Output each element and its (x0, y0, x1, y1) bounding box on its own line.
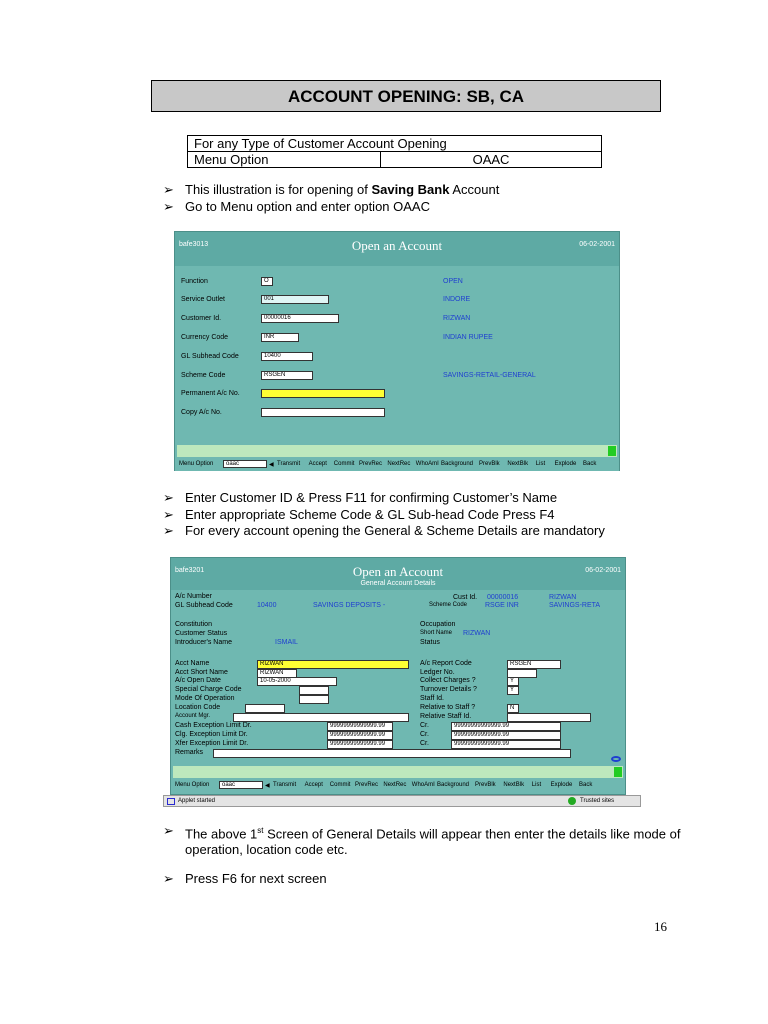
field-label: Ledger No. (420, 669, 455, 676)
menu-item[interactable]: Explode (554, 461, 577, 467)
menu-option-input[interactable]: oaac (223, 460, 267, 468)
left-arrow-icon: ◀ (265, 783, 270, 789)
screen-header (175, 232, 619, 266)
limit-label: Cash Exception Limit Dr. (175, 722, 252, 729)
scroll-icon[interactable] (611, 756, 621, 762)
field-input[interactable]: RIZWAN (257, 669, 297, 678)
menu-item[interactable]: PrevBlk (475, 782, 496, 788)
introducer-value: ISMAIL (275, 639, 298, 646)
menu-bar (171, 779, 625, 792)
menu-item[interactable]: NextRec (383, 782, 407, 788)
menu-option-input[interactable]: oaac (219, 781, 263, 789)
field-input[interactable]: RSGEN (261, 371, 313, 380)
customer-name: RIZWAN (549, 594, 577, 601)
browser-status-bar (163, 795, 641, 807)
field-description: INDORE (443, 296, 471, 303)
limit-dr-input[interactable]: 99999999999999.99 (327, 722, 393, 731)
form-id: bafe3013 (179, 241, 209, 248)
page-icon (167, 798, 175, 805)
menu-item[interactable]: NextRec (387, 461, 411, 467)
bullet-item: ➢ Enter appropriate Scheme Code & GL Sub-head Code Press F4 (163, 507, 555, 522)
field-input[interactable]: N (507, 704, 519, 713)
field-label: Account Mgr. (175, 713, 211, 719)
field-description: OPEN (443, 278, 463, 285)
field-label: Relative Staff Id. (420, 713, 472, 720)
field-label: Collect Charges ? (420, 677, 476, 684)
field-input[interactable] (299, 695, 329, 704)
limit-cr-input[interactable]: 99999999999999.99 (451, 731, 561, 740)
cr-label: Cr. (420, 740, 429, 747)
limit-label: Clg. Exception Limit Dr. (175, 731, 248, 738)
field-label: Customer Id. (181, 315, 222, 322)
menu-item[interactable]: Transmit (277, 461, 301, 467)
arrow-bullet-icon: ➢ (163, 523, 174, 538)
menu-item[interactable]: List (531, 782, 542, 788)
bullet-item: ➢ The above 1st Screen of General Details will appear then enter the details like mode of operation, location code etc. (163, 823, 681, 858)
cust-id-label: Cust Id. (453, 594, 478, 601)
field-input[interactable]: Y (507, 677, 519, 686)
cr-label: Cr. (420, 722, 429, 729)
arrow-bullet-icon: ➢ (163, 199, 174, 214)
status-label: Status (420, 639, 440, 646)
status-bar (177, 445, 617, 457)
field-label: GL Subhead Code (181, 353, 239, 360)
cr-label: Cr. (420, 731, 429, 738)
field-input[interactable]: 00000016 (261, 314, 339, 323)
menu-item[interactable]: Back (583, 461, 597, 467)
left-arrow-icon: ◀ (269, 462, 274, 468)
gl-subhead-value: 10400 (257, 602, 277, 609)
field-label: Scheme Code (181, 372, 226, 379)
field-label: Relative to Staff ? (420, 704, 476, 711)
field-label: Location Code (175, 704, 221, 711)
arrow-bullet-icon: ➢ (163, 871, 174, 886)
constitution-label: Constitution (175, 621, 212, 628)
screen-title: Open an Account (352, 564, 444, 579)
bullet-item: ➢ Press F6 for next screen (163, 871, 327, 886)
menu-item[interactable]: Background (441, 461, 474, 467)
menu-option-label: Menu Option (175, 782, 210, 788)
cust-id-value: 00000016 (487, 594, 519, 601)
limit-cr-input[interactable]: 99999999999999.99 (451, 740, 561, 749)
field-label: Acct Name (175, 660, 210, 667)
menu-option-label: Menu Option (188, 152, 381, 168)
limit-cr-input[interactable]: 99999999999999.99 (451, 722, 561, 731)
field-label: Special Charge Code (175, 686, 242, 693)
field-input[interactable] (261, 389, 385, 398)
scheme-desc: SAVINGS-RETA (549, 602, 601, 609)
menu-item[interactable]: Accept (304, 782, 323, 788)
arrow-bullet-icon: ➢ (163, 490, 174, 505)
field-label: Copy A/c No. (181, 409, 222, 416)
status-indicator-icon (614, 767, 622, 777)
field-label: Function (181, 278, 208, 285)
page-number: 16 (654, 919, 667, 934)
remarks-label: Remarks (175, 749, 204, 756)
field-input[interactable]: Y (507, 686, 519, 695)
screen-subtitle: General Account Details (360, 580, 436, 587)
field-label: Turnover Details ? (420, 686, 477, 693)
menu-item[interactable]: Back (579, 782, 593, 788)
field-description: RIZWAN (443, 315, 471, 322)
limit-label: Xfer Exception Limit Dr. (175, 740, 249, 747)
field-input[interactable]: RSGEN (507, 660, 561, 669)
menu-bar (175, 458, 619, 471)
gl-subhead-label: GL Subhead Code (175, 602, 233, 609)
menu-item[interactable]: Commit (329, 782, 351, 788)
page-title: ACCOUNT OPENING: SB, CA (151, 80, 661, 112)
menu-option-label: Menu Option (179, 461, 214, 467)
field-label: A/c Open Date (175, 677, 221, 684)
field-label: Service Outlet (181, 296, 225, 303)
menu-item[interactable]: Background (437, 782, 470, 788)
occupation-label: Occupation (420, 621, 456, 628)
field-label: Staff Id. (420, 695, 444, 702)
menu-item[interactable]: PrevRec (355, 782, 379, 788)
status-indicator-icon (608, 446, 616, 456)
field-input[interactable] (233, 713, 409, 722)
arrow-bullet-icon: ➢ (163, 182, 174, 197)
ac-number-label: A/c Number (175, 593, 212, 600)
applet-status: Applet started (178, 798, 216, 804)
arrow-bullet-icon: ➢ (163, 823, 174, 838)
menu-item[interactable]: NextBlk (507, 461, 529, 467)
arrow-bullet-icon: ➢ (163, 507, 174, 522)
field-label: Acct Short Name (175, 669, 228, 676)
status-bar (173, 766, 623, 778)
screen-title: Open an Account (351, 238, 443, 253)
general-account-details-screen (170, 557, 626, 795)
menu-item[interactable]: Transmit (273, 782, 297, 788)
menu-item[interactable]: WhoAmI (415, 461, 439, 467)
menu-option-value: OAAC (381, 152, 602, 168)
short-name-label: Short Name (420, 630, 453, 636)
remarks-input[interactable] (213, 749, 571, 758)
table-row: For any Type of Customer Account Opening (188, 136, 602, 152)
field-input[interactable] (507, 713, 591, 722)
screen-header (171, 558, 625, 590)
bullet-item: ➢ For every account opening the General & Scheme Details are mandatory (163, 523, 605, 538)
screen-date: 06-02-2001 (585, 567, 621, 574)
screen-date: 06-02-2001 (579, 241, 615, 248)
field-input[interactable] (261, 408, 385, 417)
field-input[interactable]: INR (261, 333, 299, 342)
menu-item[interactable]: List (535, 461, 546, 467)
introducer-label: Introducer's Name (175, 639, 232, 646)
check-icon (568, 797, 576, 805)
trusted-zone-label: Trusted sites (580, 798, 615, 804)
field-input[interactable] (299, 686, 329, 695)
scheme-code-value: RSGE INR (485, 602, 519, 609)
bullet-item: ➢ Enter Customer ID & Press F11 for confirming Customer’s Name (163, 490, 558, 505)
menu-item[interactable]: Accept (308, 461, 327, 467)
bullet-item: ➢ Go to Menu option and enter option OAAC (163, 199, 430, 214)
menu-item[interactable]: WhoAmI (411, 782, 435, 788)
form-id: bafe3201 (175, 567, 205, 574)
limit-dr-input[interactable]: 99999999999999.99 (327, 740, 393, 749)
limit-dr-input[interactable]: 99999999999999.99 (327, 731, 393, 740)
field-label: Currency Code (181, 334, 229, 341)
field-description: INDIAN RUPEE (443, 334, 493, 341)
field-input[interactable]: 10-05-2000 (257, 677, 337, 686)
scheme-code-label: Scheme Code (429, 602, 468, 608)
field-input[interactable]: 001 (261, 295, 329, 304)
field-input[interactable]: RIZWAN (257, 660, 409, 669)
gl-subhead-desc: SAVINGS DEPOSITS - (313, 602, 386, 609)
menu-option-table (187, 135, 602, 168)
field-input[interactable] (245, 704, 285, 713)
field-description: SAVINGS-RETAIL-GENERAL (443, 372, 536, 379)
short-name-value: RIZWAN (463, 630, 491, 637)
open-account-screen (174, 231, 620, 471)
menu-item[interactable]: NextBlk (503, 782, 525, 788)
field-label: Permanent A/c No. (181, 390, 240, 397)
field-input[interactable]: 10400 (261, 352, 313, 361)
field-label: A/c Report Code (420, 660, 472, 667)
field-input[interactable]: O (261, 277, 273, 286)
menu-item[interactable]: PrevBlk (479, 461, 500, 467)
bullet-item: ➢ This illustration is for opening of Saving Bank Account (163, 182, 500, 197)
menu-item[interactable]: Explode (550, 782, 573, 788)
customer-status-label: Customer Status (175, 630, 228, 637)
field-label: Mode Of Operation (175, 695, 235, 702)
menu-item[interactable]: PrevRec (359, 461, 383, 467)
menu-item[interactable]: Commit (333, 461, 355, 467)
